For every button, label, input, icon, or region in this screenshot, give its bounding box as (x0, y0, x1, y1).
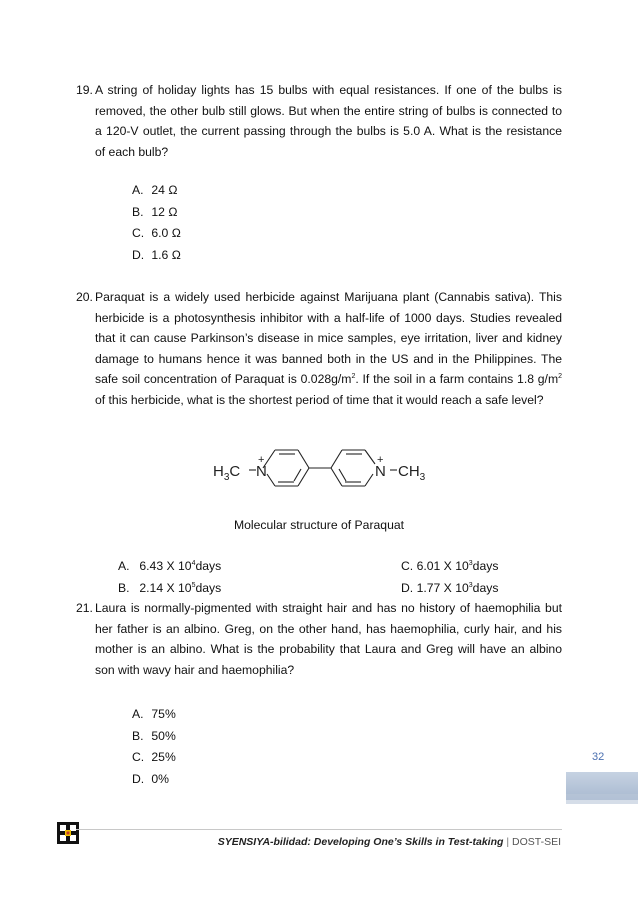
footer-org: DOST-SEI (511, 836, 561, 848)
footer-separator: | (506, 836, 510, 848)
paraquat-structure-diagram (205, 440, 435, 500)
question-text: Paraquat is a widely used herbicide against Marijuana plant (Cannabis sativa). This herbicide is a photosynthesis inhibitor with a half-life of 1000 days. Studies revealed that it can cause Parkinson’s disease in mice samples, eye irritation, liver and kidney damage to humans hence it was banned both in the US and in the Philippines. The safe soil concentration of Paraquat is $0.028g/m^2$. If the soil in a farm contains 1.8 $g/m^2$ of this herbicide, what is the shortest period of time that it would reach a safe level? (95, 290, 563, 407)
option-d: D. 1.77 X $10^3days$ (401, 580, 499, 595)
option-b: B. 50% (132, 728, 176, 743)
figure-caption: Molecular structure of Paraquat (233, 518, 405, 532)
option-a: A. 24 Ω (132, 183, 178, 197)
question-21-options (132, 704, 176, 790)
question-text: Laura is normally-pigmented with straight hair and has no history of haemophilia but her father is an albino. Greg, on the other hand, has haemophilia, curly hair, and his mother is an albino. What is the probability that Laura and Greg will have an albino son with wavy hair and haemophilia? (95, 601, 562, 677)
dost-sei-logo-icon (56, 821, 80, 845)
option-a: A. 6.43 X $10^4days$ (118, 559, 222, 573)
question-number: 20. (76, 290, 93, 304)
footer-title: SYENSIYA-bilidad: Developing One’s Skills in Test-taking (217, 836, 504, 848)
option-a: A. 75% (132, 707, 176, 721)
methyl-left-label: $H_3C$ (213, 463, 241, 483)
option-d: D. 1.6 Ω (132, 247, 181, 262)
methyl-right-label: $CH_3$ (398, 463, 426, 483)
option-c: C. 6.01 X $10^3days$ (401, 559, 499, 573)
question-21 (76, 598, 562, 680)
question-20 (76, 287, 562, 410)
option-c: C. 25% (132, 750, 176, 764)
question-number: 21. (76, 601, 93, 615)
question-text: A string of holiday lights has 15 bulbs with equal resistances. If one of the bulbs is removed, the other bulb still glows. But when the entire string of bulbs is connected to a 120-V outlet, the current passing through the bulbs is 5.0 A. What is the resistance of each bulb? (95, 83, 562, 159)
option-b: B. 12 Ω (132, 204, 178, 219)
question-19 (76, 80, 562, 162)
option-c: C. 6.0 Ω (132, 226, 181, 240)
nitrogen-left-label: N (256, 463, 267, 480)
nitrogen-right-label: N (375, 463, 386, 480)
question-19-options (132, 180, 181, 266)
charge-right-label: + (377, 454, 384, 466)
page-number: 32 (592, 751, 605, 763)
option-b: B. 2.14 X $10^5days$ (118, 580, 222, 595)
question-20-options-left (118, 556, 221, 599)
charge-left-label: + (258, 454, 265, 466)
question-20-options-right (401, 556, 498, 599)
footer (218, 836, 561, 848)
page-tab-shadow (566, 794, 638, 804)
question-number: 19. (76, 83, 93, 97)
footer-divider (76, 829, 562, 830)
option-d: D. 0% (132, 771, 170, 786)
